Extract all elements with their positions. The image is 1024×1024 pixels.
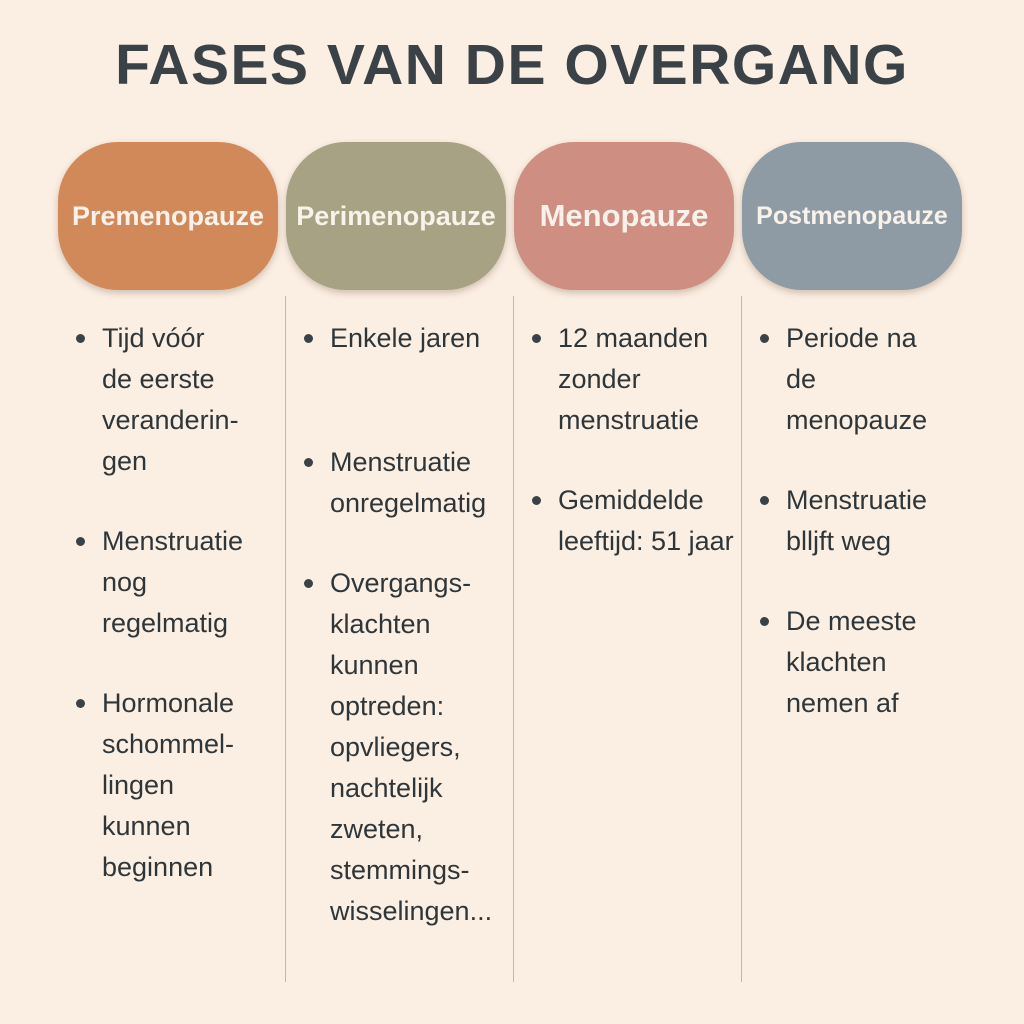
bullet-icon — [304, 458, 313, 467]
phase-column-postmenopauze — [742, 142, 970, 971]
list-item — [532, 480, 736, 562]
list-item-text: Overgangs- klachten kunnen optreden: opvliegers, nachtelijk zweten, stemmings- wisselingen... — [330, 568, 493, 926]
phase-pill-premenopauze — [58, 142, 278, 290]
column-divider — [513, 296, 514, 982]
list-item — [760, 601, 964, 724]
list-item-text: Gemiddelde leeftijd: 51 jaar — [558, 485, 734, 556]
phase-list — [286, 318, 514, 932]
phase-list — [514, 318, 742, 562]
column-divider — [741, 296, 742, 982]
phase-pill-postmenopauze — [742, 142, 962, 290]
list-item — [76, 318, 280, 482]
bullet-icon — [304, 334, 313, 343]
phase-pill-label: Premenopauze — [71, 200, 265, 231]
list-item — [304, 318, 508, 359]
phase-pill-label: Menopauze — [539, 198, 709, 233]
phase-list — [742, 318, 970, 724]
bullet-icon — [532, 334, 541, 343]
list-item-text: Periode na de menopauze — [786, 323, 928, 435]
bullet-icon — [760, 334, 769, 343]
list-item-text: Tijd vóór de eerste veranderin- gen — [102, 323, 239, 476]
list-item — [760, 318, 964, 441]
bullet-icon — [532, 496, 541, 505]
bullet-icon — [76, 537, 85, 546]
phase-pill-perimenopauze — [286, 142, 506, 290]
phases-grid — [0, 142, 1024, 971]
list-item — [760, 480, 964, 562]
phase-pill-menopauze — [514, 142, 734, 290]
list-item-text: Enkele jaren — [330, 323, 481, 353]
bullet-icon — [304, 579, 313, 588]
phase-pill-label: Perimenopauze — [296, 200, 496, 231]
bullet-icon — [76, 699, 85, 708]
column-divider — [285, 296, 286, 982]
list-item-text: Menstruatie nog regelmatig — [102, 526, 244, 638]
bullet-icon — [760, 617, 769, 626]
bullet-icon — [760, 496, 769, 505]
list-item-text: Hormonale schommel- lingen kunnen beginnen — [102, 688, 235, 882]
list-item — [76, 521, 280, 644]
list-item-text: Menstruatie onregelmatig — [330, 447, 487, 518]
bullet-icon — [76, 334, 85, 343]
phase-column-perimenopauze — [286, 142, 514, 971]
phase-pill-label: Postmenopauze — [756, 201, 948, 230]
list-item-text: 12 maanden zonder menstruatie — [558, 323, 709, 435]
page-title: FASES VAN DE OVERGANG — [115, 33, 909, 97]
phase-column-premenopauze — [58, 142, 286, 971]
list-item — [304, 563, 508, 932]
list-item-text: De meeste klachten nemen af — [786, 606, 917, 718]
list-item — [532, 318, 736, 441]
list-item-text: Menstruatie blljft weg — [786, 485, 928, 556]
phase-list — [58, 318, 286, 888]
phase-column-menopauze — [514, 142, 742, 971]
list-item — [304, 442, 508, 524]
list-item — [76, 683, 280, 888]
